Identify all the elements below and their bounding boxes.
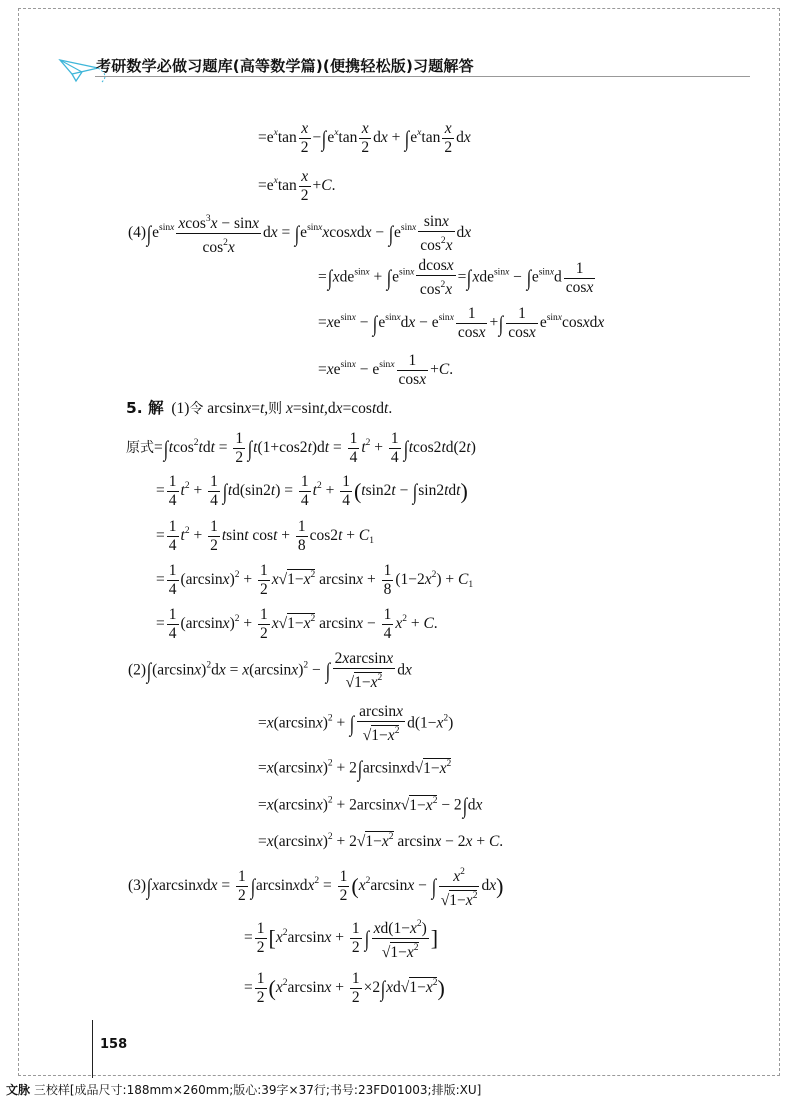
solution-label: 5. 解 [126,399,164,417]
equation-line: $=x(\arcsin x)^2 + 2√1-x^2$ arcsinx − 2x + C. [258,832,504,850]
equation-line: 5. 解 (1)令 arcsinx=t,则 x=sint,dx=costdt. [126,399,393,417]
print-footer [6,1081,481,1098]
equation-line: $=x(\arcsin x)^2$ + ∫ $\frac{\arcsin x}{√1-x^2}$ $d(1-x^2)$ [258,703,454,744]
equation-line: $=xe^{sinx} - \int e^{sinx}dx - e^{sinx}$ $\frac{1}{\cos x}$ +∫ $\frac{1}{\cos x}$ $e^{sinx}cosxdx$ [318,305,605,341]
equation-line: $=x(\arcsin x)^2 + 2\arcsin x√1-x^2 - 2\int dx$ [258,793,483,818]
equation-line: $=xe^{sinx} - e^{sinx}$ $\frac{1}{\cos x}$ +C. [318,352,454,388]
equation-line: $=e^x\tan$ $\frac{x}{2}$ $-\int e^x\tan$ $\frac{x}{2}$ dx + $\int e^x\tan$ $\frac{x}{2}$ dx [258,120,471,156]
footer-brand: 文脉 [6,1083,31,1097]
equation-line: $(4)\int e^{sinx}$ $\frac{xcos^3x - \sin x}{\cos^2x}$ dx = $\int e^{sinx}xcosxdx - \int e^{sinx}$ $\frac{\sin x}{\cos^2x}$ dx [128,212,472,256]
header-title: 考研数学必做习题库(高等数学篇)(便携轻松版)习题解答 [96,56,474,75]
equation-line: = $\frac{1}{4}$ $t^2$ + $\frac{1}{2}$ tsint cost + $\frac{1}{8}$ $\cos 2t + C_1$ [156,518,374,554]
equation-line: = $\frac{1}{4}$ $t^2$ + $\frac{1}{4}$ ∫td(sin2t) = $\frac{1}{4}$ $t^2$ + $\frac{1}{4}$ (tsin2t − ∫sin2tdt) [156,473,468,509]
page-number-rule [92,1020,93,1078]
equation-line: $=\int xde^{sinx} + \int e^{sinx}$ $\frac{dcosx}{\cos^2x}$ $=\int xde^{sinx} - \int e^{sinx}d$ $\frac{1}{\cos x}$ [318,257,594,298]
equation-line: = $\frac{1}{2}$ ($x^2\arcsin x$ + $\frac{1}{2}$ $\times 2\int xd√1-x^2$) [244,970,445,1006]
equation-line: $=x(\arcsin x)^2$ + $2\int arcsinxd√1-x^2$ [258,756,452,781]
equation-line: 原式=∫tcos$^2$tdt = $\frac{1}{2}$ ∫t(1+cos2t)dt = $\frac{1}{4}$ $t^2$ + $\frac{1}{4}$ ∫tcos2td(2t) [126,430,476,466]
equation-line: = $\frac{1}{2}$ [$x^2\arcsin x$ + $\frac{1}{2}$ ∫ $\frac{xd(1-x^2)}{√1-x^2}$ ] [244,919,439,961]
page-number: 158 [100,1037,128,1052]
equation-line: = $\frac{1}{4}$ $(\arcsin x)^2$ + $\frac{1}{2}$ $x√1-x^2$ arcsinx + $\frac{1}{8}$ $(1-2x^2) + C_1$ [156,562,474,598]
equation-line: $=e^x\tan$ $\frac{x}{2}$ +C. [258,168,336,204]
equation-line: (3)∫xarcsinxdx = $\frac{1}{2}$ ∫arcsinxdx$^2$ = $\frac{1}{2}$ ($x^2\arcsin x$ − ∫ $\frac{x^2}{√1-x^2}$ dx) [128,867,504,909]
equation-line: $(2)\int(\arcsin x)^2dx = x(\arcsin x)^2$ − ∫ $\frac{2xarcsinx}{√1-x^2}$ dx [128,650,412,691]
footer-info: 三校样[成品尺寸:188mm×260mm;版心:39字×37行;书号:23FD01003;排版:XU] [33,1083,482,1097]
equation-line: = $\frac{1}{4}$ $(\arcsin x)^2$ + $\frac{1}{2}$ $x√1-x^2$ arcsinx − $\frac{1}{4}$ $x^2 + C$. [156,606,438,642]
